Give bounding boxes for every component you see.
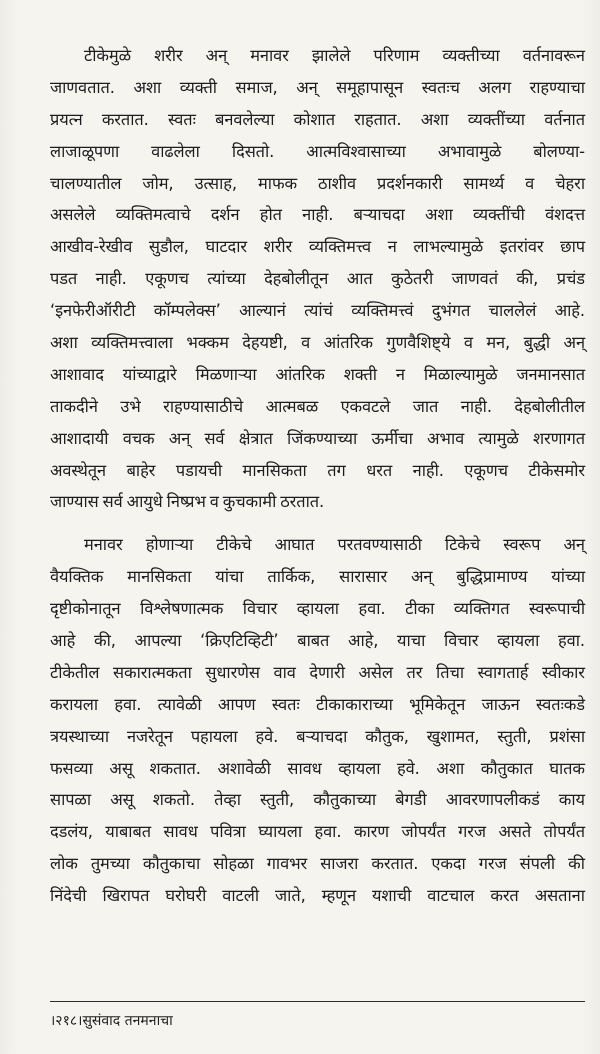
text-line: आशावाद यांच्याद्वारे मिळणाऱ्या आंतरिक शक्ती न मिळाल्यामुळे जनमानसात <box>50 364 585 384</box>
text-line: टीकेतील सकारात्मकता सुधारणेस वाव देणारी असेल तर तिचा स्वागतार्ह स्वीकार <box>50 662 585 682</box>
text-line: पडत नाही. एकूणच त्यांच्या देहबोलीतून आत कुठेतरी जाणवतं की, प्रचंड <box>50 269 585 289</box>
text-line: जाण्यास सर्व आयुधे निष्प्रभ व कुचकामी ठरतात. <box>50 492 325 512</box>
text-line: वैयक्तिक मानसिकता यांचा तार्किक, सारासार अन्‌ बुद्धिप्रामाण्य यांच्या <box>50 567 585 587</box>
text-line: असलेले व्यक्तिमत्वाचे दर्शन होत नाही. बऱ्याचदा अशा व्यक्तींची वंशदत्त <box>50 205 585 225</box>
text-line: जाणवतात. अशा व्यक्ती समाज, अन्‌ समूहापासून स्वतःच अलग राहण्याचा <box>50 77 585 97</box>
text-line: दडलंय, याबाबत सावध पवित्रा घ्यायला हवा. कारण जोपर्यंत गरज असते तोपर्यंत <box>50 822 585 842</box>
text-line: आहे की, आपल्या ‘क्रिएटिव्हिटी’ बाबत आहे, याचा विचार व्हायला हवा. <box>50 631 585 651</box>
text-line: करायला हवा. त्यावेळी आपण स्वतः टीकाकाराच्या भूमिकेतून जाऊन स्वतःकडे <box>50 694 585 714</box>
text-line: आखीव-रेखीव सुडौल, घाटदार शरीर व्यक्तिमत्त्व न लाभल्यामुळे इतरांवर छाप <box>50 237 585 257</box>
text-line: अवस्थेतून बाहेर पडायची मानसिकता तग धरत नाही. एकूणच टीकेसमोर <box>50 460 585 480</box>
footer-rule <box>50 1001 585 1002</box>
paragraph <box>50 529 585 912</box>
text-line: लोक तुमच्या कौतुकाचा सोहळा गावभर साजरा करतात. एकदा गरज संपली की <box>50 854 585 874</box>
text-line: अशा व्यक्तिमत्त्वाला भक्कम देहयष्टी, व आंतरिक गुणवैशिष्ट्ये व मन, बुद्धी अन्‌ <box>50 333 585 353</box>
text-line: निंदेची खिरापत घरोघरी वाटली जाते, म्हणून यशाची वाटचाल करत असताना <box>50 886 585 906</box>
text-line: टीकेमुळे शरीर अन्‌ मनावर झालेले परिणाम व्यक्तीच्या वर्तनावरून <box>84 46 585 65</box>
paragraph-gap <box>50 518 585 529</box>
text-line: दृष्टीकोनातून विश्लेषणात्मक विचार व्हायला हवा. टीका व्यक्तिगत स्वरूपाची <box>50 599 585 619</box>
text-line: सापळा असू शकतो. तेव्हा स्तुती, कौतुकाच्या बेगडी आवरणापलीकडं काय <box>50 790 585 810</box>
text-line: ‘इनफेरीऑरीटी कॉम्पलेक्स’ आल्यानं त्यांचं व्यक्तिमत्त्वं दुभंगत चाललेलं आहे. <box>50 301 585 321</box>
text-line: ताकदीने उभे राहण्यासाठीचे आत्मबळ एकवटले जात नाही. देहबोलीतील <box>50 396 585 416</box>
paragraph <box>50 40 585 518</box>
text-line: लाजाळूपणा वाढलेला दिसतो. आत्मविश्वासाच्या अभावामुळे बोलण्या- <box>50 141 585 161</box>
text-line: मनावर होणाऱ्या टीकेचे आघात परतवण्यासाठी टिकेचे स्वरूप अन्‌ <box>84 535 585 555</box>
text-line: आशादायी वचक अन्‌ सर्व क्षेत्रात जिंकण्याच्या ऊर्मीचा अभाव त्यामुळे शरणागत <box>50 428 585 448</box>
text-line: त्रयस्थाच्या नजरेतून पहायला हवे. बऱ्याचदा कौतुक, खुशामत, स्तुती, प्रशंसा <box>50 726 585 746</box>
text-line: फसव्या असू शकतात. अशावेळी सावध व्हायला हवे. अशा कौतुकात घातक <box>50 758 585 778</box>
text-line: चालण्यातील जोम, उत्साह, माफक ठाशीव प्रदर्शनकारी सामर्थ्य व चेहरा <box>50 173 585 193</box>
text-line: प्रयत्न करतात. स्वतः बनवलेल्या कोशात राहतात. अशा व्यक्तींच्या वर्तनात <box>50 109 585 129</box>
page-body-text <box>50 40 585 912</box>
page-footer: ।२१८।सुसंवाद तनमनाचा <box>50 1013 173 1029</box>
